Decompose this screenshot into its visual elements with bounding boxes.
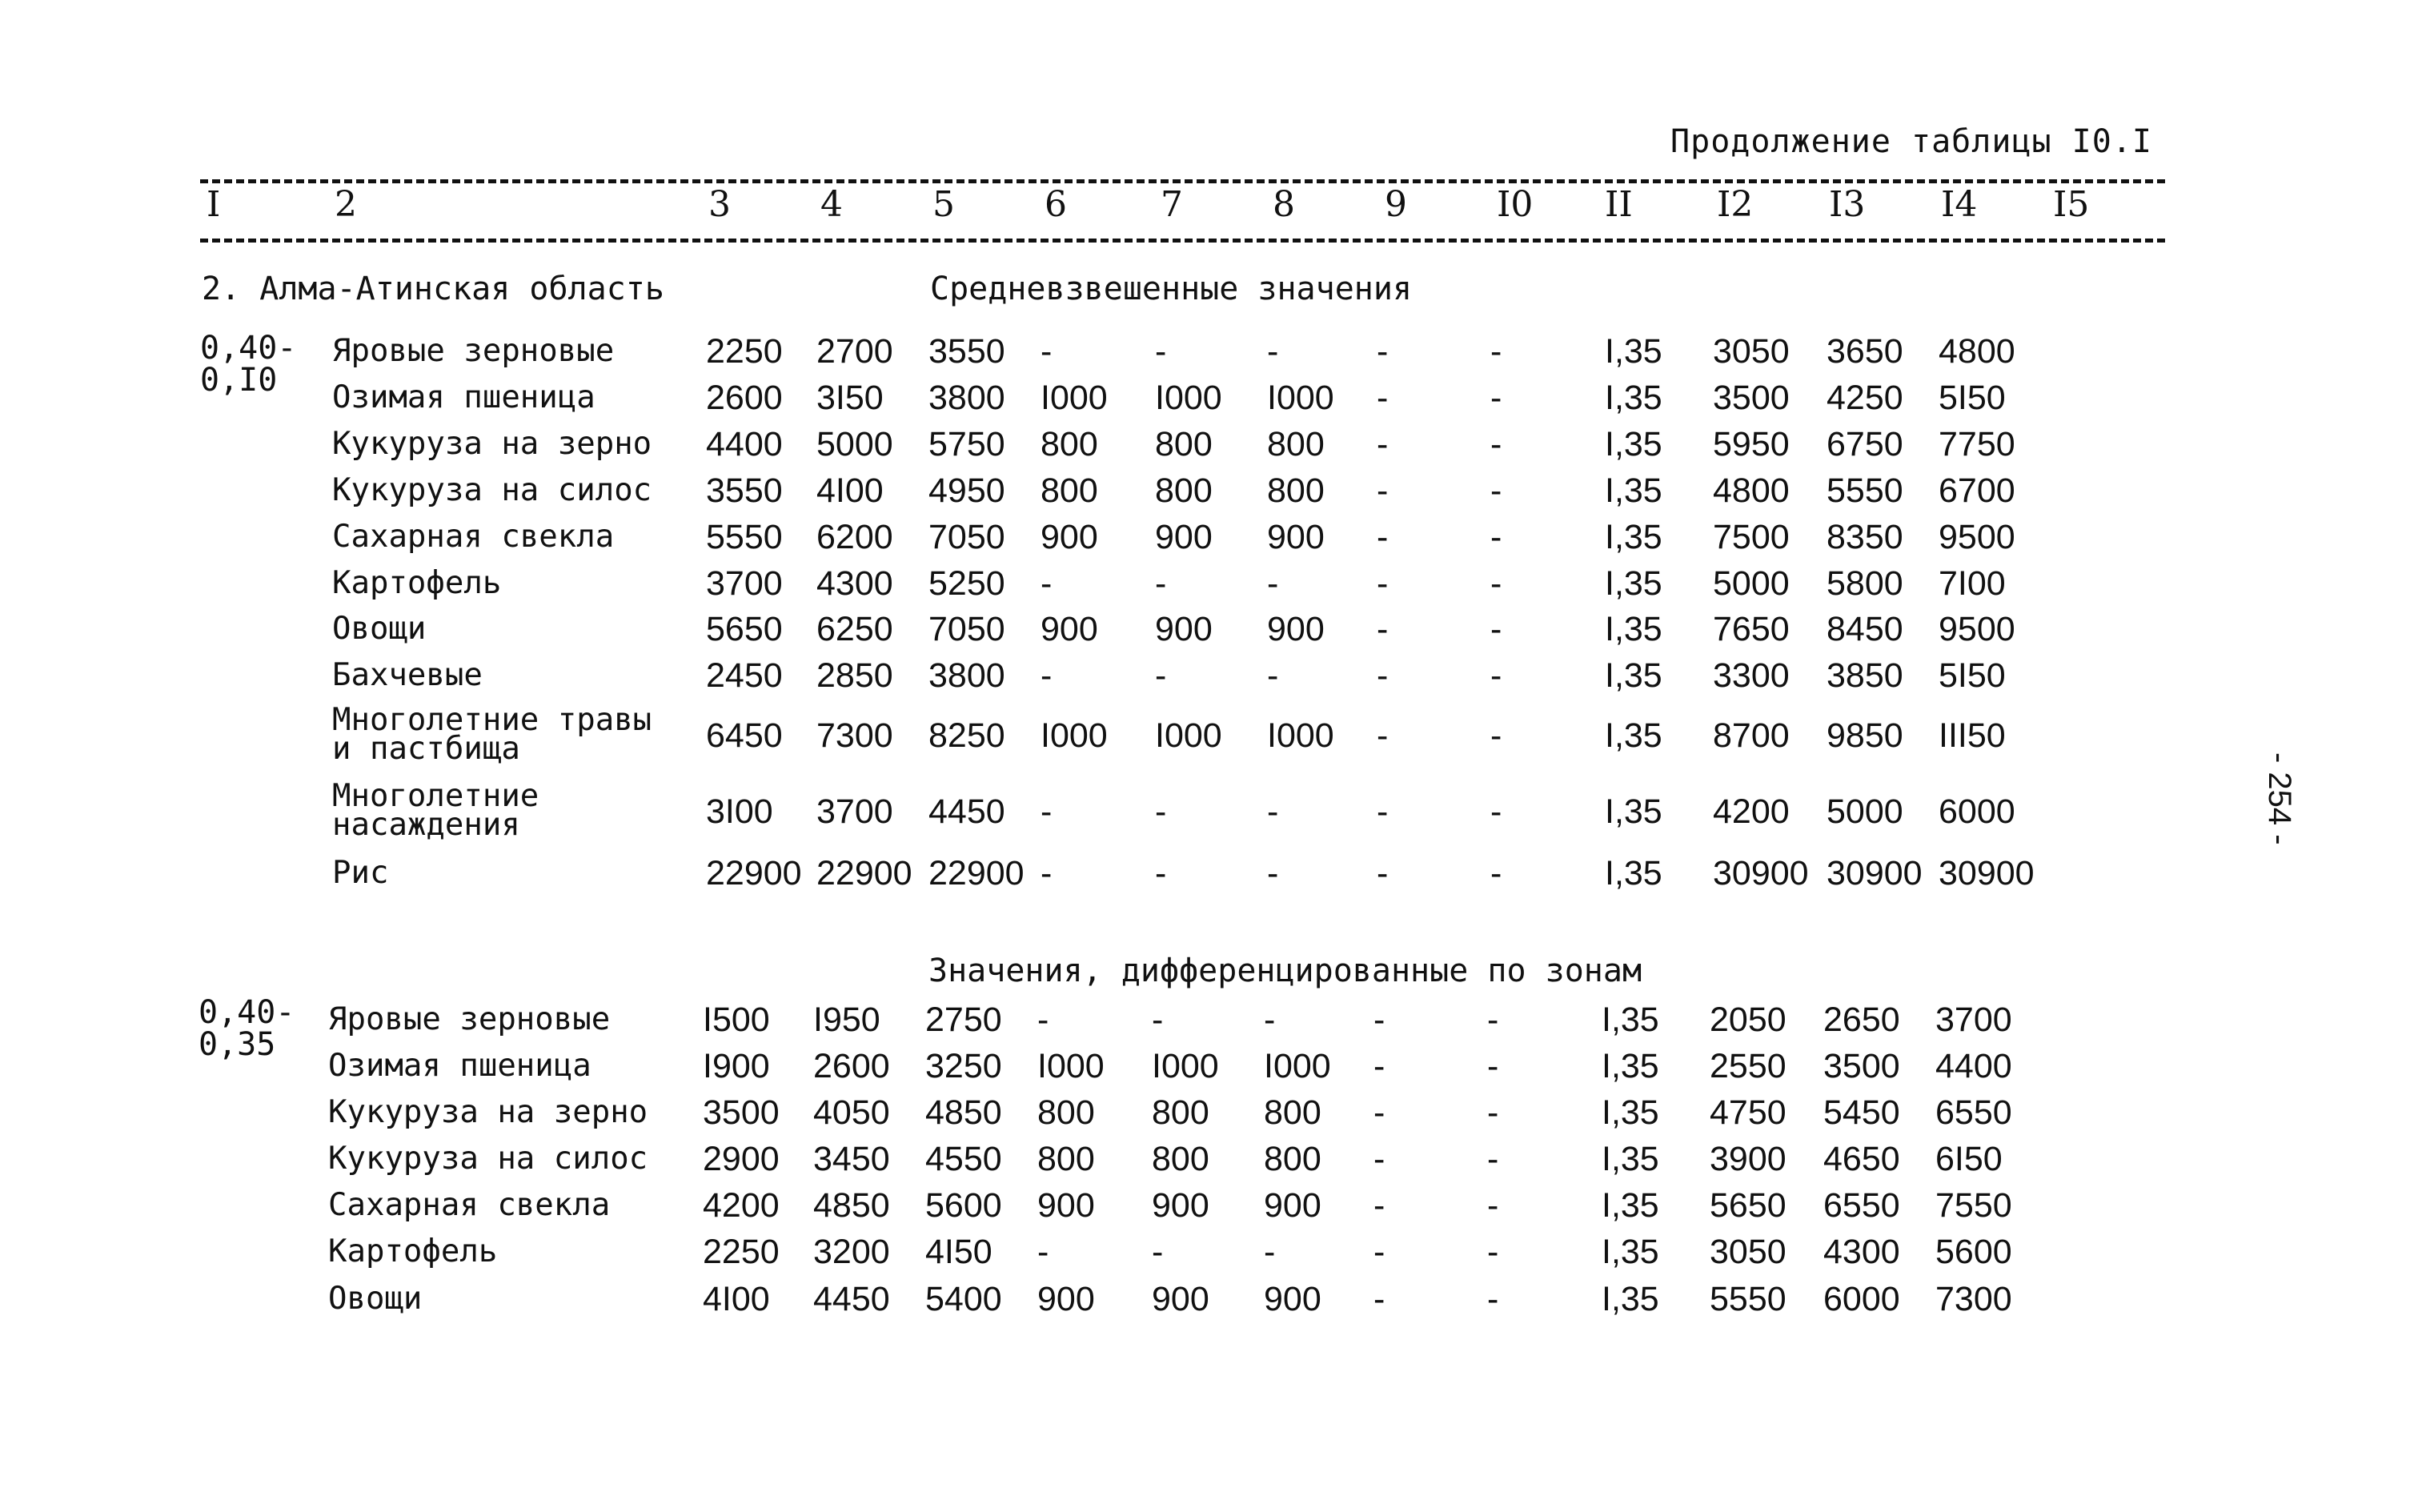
cell-col-11: I,35 <box>1605 564 1662 603</box>
crop-name: Овощи <box>328 1281 423 1317</box>
cell-col-14: 9500 <box>1939 610 2015 648</box>
cell-col-9: - <box>1373 1186 1385 1225</box>
cell-col-11: I,35 <box>1602 1001 1659 1039</box>
cell-col-10: - <box>1490 425 1502 463</box>
cell-col-5: 5400 <box>925 1280 1002 1318</box>
cell-col-3: 2900 <box>703 1140 780 1178</box>
cell-col-7: I000 <box>1155 379 1222 417</box>
cell-col-4: 2850 <box>816 656 893 695</box>
cell-col-11: I,35 <box>1605 716 1662 755</box>
cell-col-13: 5550 <box>1827 471 1903 510</box>
cell-col-8: 900 <box>1267 610 1325 648</box>
column-header-3: 3 <box>708 184 731 225</box>
cell-col-4: 6200 <box>816 518 893 556</box>
column-header-9: 9 <box>1385 184 1407 225</box>
cell-col-10: - <box>1490 656 1502 695</box>
crop-name: Рис <box>332 855 389 891</box>
cell-col-3: 3500 <box>703 1093 780 1132</box>
cell-col-3: 3I00 <box>706 792 773 831</box>
cell-col-3: 5550 <box>706 518 783 556</box>
cell-col-5: 4I50 <box>925 1233 992 1271</box>
cell-col-11: I,35 <box>1605 518 1662 556</box>
cell-col-10: - <box>1487 1233 1499 1271</box>
cell-col-6: I000 <box>1037 1047 1105 1085</box>
cell-col-8: - <box>1267 656 1279 695</box>
cell-col-3: 5650 <box>706 610 783 648</box>
cell-col-8: 800 <box>1264 1093 1321 1132</box>
cell-col-11: I,35 <box>1605 610 1662 648</box>
cell-col-7: 800 <box>1155 425 1213 463</box>
cell-col-13: 5450 <box>1823 1093 1900 1132</box>
cell-col-10: - <box>1490 610 1502 648</box>
cell-col-14: 6700 <box>1939 471 2015 510</box>
cell-col-4: I950 <box>813 1001 880 1039</box>
cell-col-10: - <box>1487 1140 1499 1178</box>
cell-col-3: 4200 <box>703 1186 780 1225</box>
cell-col-13: 9850 <box>1827 716 1903 755</box>
cell-col-5: 3250 <box>925 1047 1002 1085</box>
cell-col-9: - <box>1377 518 1389 556</box>
cell-col-12: 3300 <box>1713 656 1790 695</box>
cell-col-6: 900 <box>1041 518 1098 556</box>
crop-name: Сахарная свекла <box>328 1187 611 1223</box>
cell-col-6: - <box>1037 1233 1049 1271</box>
cell-col-11: I,35 <box>1605 332 1662 371</box>
cell-col-8: - <box>1267 854 1279 892</box>
cell-col-14: 6550 <box>1935 1093 2012 1132</box>
group-code-line: 0,I0 <box>200 362 278 399</box>
table-row <box>0 652 2410 699</box>
cell-col-6: 800 <box>1041 471 1098 510</box>
crop-name: Кукуруза на зерно <box>332 426 652 462</box>
cell-col-9: - <box>1377 564 1389 603</box>
cell-col-7: - <box>1152 1233 1164 1271</box>
cell-col-9: - <box>1373 1093 1385 1132</box>
cell-col-7: 800 <box>1155 471 1213 510</box>
cell-col-14: 6I50 <box>1935 1140 2003 1178</box>
cell-col-6: I000 <box>1041 716 1108 755</box>
crop-name: Кукуруза на силос <box>328 1141 648 1177</box>
cell-col-8: I000 <box>1267 716 1334 755</box>
cell-col-8: - <box>1264 1233 1276 1271</box>
cell-col-8: - <box>1267 332 1279 371</box>
cell-col-11: I,35 <box>1605 854 1662 892</box>
cell-col-10: - <box>1490 379 1502 417</box>
group-code-line: 0,40- <box>200 330 297 367</box>
column-header-1: I <box>207 184 221 225</box>
cell-col-10: - <box>1487 1001 1499 1039</box>
cell-col-3: I900 <box>703 1047 770 1085</box>
cell-col-3: 2250 <box>703 1233 780 1271</box>
cell-col-12: 5950 <box>1713 425 1790 463</box>
cell-col-13: 2650 <box>1823 1001 1900 1039</box>
cell-col-11: I,35 <box>1602 1186 1659 1225</box>
cell-col-9: - <box>1377 425 1389 463</box>
cell-col-7: - <box>1155 656 1167 695</box>
cell-col-14: 7750 <box>1939 425 2015 463</box>
cell-col-4: 5000 <box>816 425 893 463</box>
cell-col-7: 900 <box>1152 1280 1209 1318</box>
cell-col-4: 4450 <box>813 1280 890 1318</box>
cell-col-6: 800 <box>1041 425 1098 463</box>
region-title: 2. Алма-Атинская область <box>202 271 664 307</box>
cell-col-5: 3800 <box>928 656 1005 695</box>
cell-col-11: I,35 <box>1602 1233 1659 1271</box>
cell-col-3: 6450 <box>706 716 783 755</box>
cell-col-14: 5I50 <box>1939 656 2006 695</box>
cell-col-9: - <box>1377 854 1389 892</box>
table-row <box>0 514 2410 560</box>
table-row <box>0 1182 2410 1229</box>
table-row <box>0 1229 2410 1275</box>
cell-col-3: I500 <box>703 1001 770 1039</box>
cell-col-8: I000 <box>1267 379 1334 417</box>
cell-col-3: 4I00 <box>703 1280 770 1318</box>
cell-col-13: 3500 <box>1823 1047 1900 1085</box>
table-row <box>0 778 2410 843</box>
cell-col-4: 3450 <box>813 1140 890 1178</box>
cell-col-12: 5650 <box>1710 1186 1786 1225</box>
cell-col-6: 900 <box>1037 1280 1095 1318</box>
cell-col-12: 4750 <box>1710 1093 1786 1132</box>
table-row <box>0 606 2410 652</box>
cell-col-9: - <box>1373 1140 1385 1178</box>
cell-col-7: 900 <box>1152 1186 1209 1225</box>
cell-col-7: 900 <box>1155 518 1213 556</box>
column-header-13: I3 <box>1829 184 1866 225</box>
column-header-row <box>0 184 2410 232</box>
cell-col-13: 6000 <box>1823 1280 1900 1318</box>
table-row <box>0 1136 2410 1182</box>
cell-col-9: - <box>1377 716 1389 755</box>
cell-col-9: - <box>1377 332 1389 371</box>
cell-col-10: - <box>1490 854 1502 892</box>
cell-col-14: 5I50 <box>1939 379 2006 417</box>
table-row <box>0 1276 2410 1322</box>
cell-col-12: 8700 <box>1713 716 1790 755</box>
cell-col-5: 2750 <box>925 1001 1002 1039</box>
crop-name: Сахарная свекла <box>332 519 615 555</box>
cell-col-5: 7050 <box>928 610 1005 648</box>
cell-col-7: 900 <box>1155 610 1213 648</box>
cell-col-3: 2250 <box>706 332 783 371</box>
cell-col-14: 9500 <box>1939 518 2015 556</box>
cell-col-12: 5550 <box>1710 1280 1786 1318</box>
cell-col-10: - <box>1490 792 1502 831</box>
column-header-7: 7 <box>1161 184 1183 225</box>
cell-col-12: 30900 <box>1713 854 1809 892</box>
cell-col-5: 4550 <box>925 1140 1002 1178</box>
cell-col-13: 6750 <box>1827 425 1903 463</box>
cell-col-14: 7550 <box>1935 1186 2012 1225</box>
cell-col-8: 800 <box>1267 471 1325 510</box>
page-number: - 254 - <box>2262 752 2297 845</box>
crop-name: Многолетние насаждения <box>332 778 539 843</box>
cell-col-6: - <box>1041 792 1053 831</box>
cell-col-14: 4800 <box>1939 332 2015 371</box>
cell-col-7: - <box>1152 1001 1164 1039</box>
cell-col-11: I,35 <box>1605 656 1662 695</box>
cell-col-3: 22900 <box>706 854 802 892</box>
cell-col-10: - <box>1487 1280 1499 1318</box>
cell-col-11: I,35 <box>1605 792 1662 831</box>
table-row <box>0 994 2410 1043</box>
cell-col-9: - <box>1377 610 1389 648</box>
cell-col-8: 900 <box>1267 518 1325 556</box>
cell-col-6: 800 <box>1037 1140 1095 1178</box>
cell-col-5: 7050 <box>928 518 1005 556</box>
cell-col-6: 900 <box>1041 610 1098 648</box>
cell-col-8: 800 <box>1264 1140 1321 1178</box>
column-header-11: II <box>1605 184 1633 225</box>
table-row <box>0 421 2410 467</box>
table-row <box>0 375 2410 421</box>
cell-col-4: 6250 <box>816 610 893 648</box>
cell-col-14: 5600 <box>1935 1233 2012 1271</box>
cell-col-10: - <box>1490 332 1502 371</box>
cell-col-5: 3800 <box>928 379 1005 417</box>
cell-col-4: 4I00 <box>816 471 884 510</box>
cell-col-8: 900 <box>1264 1280 1321 1318</box>
cell-col-11: I,35 <box>1602 1093 1659 1132</box>
crop-name: Овощи <box>332 611 427 647</box>
cell-col-13: 4250 <box>1827 379 1903 417</box>
cell-col-4: 3700 <box>816 792 893 831</box>
group-code-line: 0,35 <box>198 1026 276 1063</box>
cell-col-10: - <box>1490 471 1502 510</box>
cell-col-5: 22900 <box>928 854 1025 892</box>
cell-col-3: 3700 <box>706 564 783 603</box>
column-header-5: 5 <box>932 184 955 225</box>
cell-col-14: 7300 <box>1935 1280 2012 1318</box>
cell-col-12: 4800 <box>1713 471 1790 510</box>
cell-col-11: I,35 <box>1602 1140 1659 1178</box>
cell-col-10: - <box>1490 518 1502 556</box>
table-row <box>0 467 2410 514</box>
section-title-zoned: Значения, дифференцированные по зонам <box>928 953 1642 989</box>
cell-col-9: - <box>1373 1001 1385 1039</box>
table-row <box>0 702 2410 767</box>
cell-col-12: 2050 <box>1710 1001 1786 1039</box>
cell-col-11: I,35 <box>1602 1280 1659 1318</box>
crop-name: Кукуруза на зерно <box>328 1094 648 1130</box>
cell-col-5: 4450 <box>928 792 1005 831</box>
cell-col-4: 4050 <box>813 1093 890 1132</box>
cell-col-8: 800 <box>1267 425 1325 463</box>
cell-col-6: - <box>1037 1001 1049 1039</box>
table-row <box>0 850 2410 896</box>
cell-col-6: - <box>1041 656 1053 695</box>
cell-col-4: 22900 <box>816 854 912 892</box>
crop-name: Озимая пшеница <box>332 379 595 415</box>
table-row <box>0 328 2410 375</box>
cell-col-13: 5800 <box>1827 564 1903 603</box>
cell-col-4: 2700 <box>816 332 893 371</box>
cell-col-7: 800 <box>1152 1093 1209 1132</box>
crop-name: Картофель <box>332 565 502 601</box>
cell-col-6: 800 <box>1037 1093 1095 1132</box>
crop-name: Озимая пшеница <box>328 1048 591 1084</box>
table-caption: Продолжение таблицы I0.I <box>1670 123 2152 160</box>
cell-col-8: - <box>1267 564 1279 603</box>
cell-col-10: - <box>1487 1093 1499 1132</box>
cell-col-14: 4400 <box>1935 1047 2012 1085</box>
cell-col-7: 800 <box>1152 1140 1209 1178</box>
cell-col-11: I,35 <box>1605 425 1662 463</box>
cell-col-14: III50 <box>1939 716 2006 755</box>
cell-col-10: - <box>1490 564 1502 603</box>
cell-col-13: 4300 <box>1823 1233 1900 1271</box>
cell-col-13: 3850 <box>1827 656 1903 695</box>
crop-name: Бахчевые <box>332 657 483 693</box>
table-row <box>0 560 2410 607</box>
group-code-line: 0,40- <box>198 994 295 1031</box>
crop-name: Кукуруза на силос <box>332 472 652 508</box>
header-bottom-rule <box>200 239 2165 243</box>
cell-col-8: - <box>1267 792 1279 831</box>
cell-col-8: 900 <box>1264 1186 1321 1225</box>
cell-col-14: 7I00 <box>1939 564 2006 603</box>
cell-col-5: 5600 <box>925 1186 1002 1225</box>
cell-col-6: 900 <box>1037 1186 1095 1225</box>
cell-col-9: - <box>1377 471 1389 510</box>
cell-col-9: - <box>1377 656 1389 695</box>
cell-col-13: 8350 <box>1827 518 1903 556</box>
cell-col-9: - <box>1377 379 1389 417</box>
cell-col-11: I,35 <box>1605 471 1662 510</box>
cell-col-4: 4300 <box>816 564 893 603</box>
column-header-8: 8 <box>1273 184 1295 225</box>
cell-col-12: 7500 <box>1713 518 1790 556</box>
cell-col-7: - <box>1155 792 1167 831</box>
cell-col-10: - <box>1487 1186 1499 1225</box>
crop-name: Яровые зерновые <box>332 333 615 369</box>
cell-col-6: - <box>1041 854 1053 892</box>
cell-col-4: 2600 <box>813 1047 890 1085</box>
header-top-rule <box>200 179 2165 183</box>
cell-col-14: 30900 <box>1939 854 2035 892</box>
column-header-14: I4 <box>1941 184 1978 225</box>
column-header-6: 6 <box>1045 184 1067 225</box>
cell-col-14: 6000 <box>1939 792 2015 831</box>
cell-col-5: 5250 <box>928 564 1005 603</box>
column-header-2: 2 <box>335 184 357 225</box>
cell-col-13: 4650 <box>1823 1140 1900 1178</box>
cell-col-7: - <box>1155 564 1167 603</box>
crop-name: Яровые зерновые <box>328 1001 611 1037</box>
cell-col-5: 8250 <box>928 716 1005 755</box>
column-header-12: I2 <box>1717 184 1754 225</box>
cell-col-12: 3050 <box>1710 1233 1786 1271</box>
cell-col-3: 4400 <box>706 425 783 463</box>
cell-col-12: 3500 <box>1713 379 1790 417</box>
cell-col-6: I000 <box>1041 379 1108 417</box>
crop-name: Картофель <box>328 1233 498 1269</box>
section-title-weighted: Средневзвешенные значения <box>930 271 1413 307</box>
cell-col-13: 6550 <box>1823 1186 1900 1225</box>
cell-col-11: I,35 <box>1602 1047 1659 1085</box>
cell-col-7: I000 <box>1155 716 1222 755</box>
crop-name: Многолетние травы и пастбища <box>332 702 652 767</box>
cell-col-9: - <box>1373 1047 1385 1085</box>
cell-col-12: 3050 <box>1713 332 1790 371</box>
cell-col-8: - <box>1264 1001 1276 1039</box>
cell-col-12: 7650 <box>1713 610 1790 648</box>
cell-col-5: 4850 <box>925 1093 1002 1132</box>
table-row <box>0 1043 2410 1089</box>
cell-col-3: 2450 <box>706 656 783 695</box>
cell-col-12: 4200 <box>1713 792 1790 831</box>
cell-col-3: 3550 <box>706 471 783 510</box>
cell-col-4: 4850 <box>813 1186 890 1225</box>
cell-col-8: I000 <box>1264 1047 1331 1085</box>
cell-col-5: 5750 <box>928 425 1005 463</box>
cell-col-11: I,35 <box>1605 379 1662 417</box>
cell-col-13: 30900 <box>1827 854 1923 892</box>
cell-col-7: - <box>1155 854 1167 892</box>
cell-col-3: 2600 <box>706 379 783 417</box>
cell-col-10: - <box>1490 716 1502 755</box>
cell-col-13: 3650 <box>1827 332 1903 371</box>
cell-col-7: I000 <box>1152 1047 1219 1085</box>
cell-col-9: - <box>1373 1280 1385 1318</box>
column-header-10: I0 <box>1497 184 1534 225</box>
cell-col-6: - <box>1041 332 1053 371</box>
column-header-15: I5 <box>2053 184 2090 225</box>
column-header-4: 4 <box>820 184 843 225</box>
cell-col-6: - <box>1041 564 1053 603</box>
cell-col-14: 3700 <box>1935 1001 2012 1039</box>
cell-col-7: - <box>1155 332 1167 371</box>
cell-col-12: 3900 <box>1710 1140 1786 1178</box>
cell-col-10: - <box>1487 1047 1499 1085</box>
cell-col-5: 4950 <box>928 471 1005 510</box>
cell-col-13: 5000 <box>1827 792 1903 831</box>
cell-col-4: 7300 <box>816 716 893 755</box>
cell-col-4: 3200 <box>813 1233 890 1271</box>
cell-col-13: 8450 <box>1827 610 1903 648</box>
cell-col-9: - <box>1377 792 1389 831</box>
cell-col-4: 3I50 <box>816 379 884 417</box>
cell-col-12: 5000 <box>1713 564 1790 603</box>
cell-col-12: 2550 <box>1710 1047 1786 1085</box>
table-row <box>0 1089 2410 1136</box>
cell-col-5: 3550 <box>928 332 1005 371</box>
cell-col-9: - <box>1373 1233 1385 1271</box>
